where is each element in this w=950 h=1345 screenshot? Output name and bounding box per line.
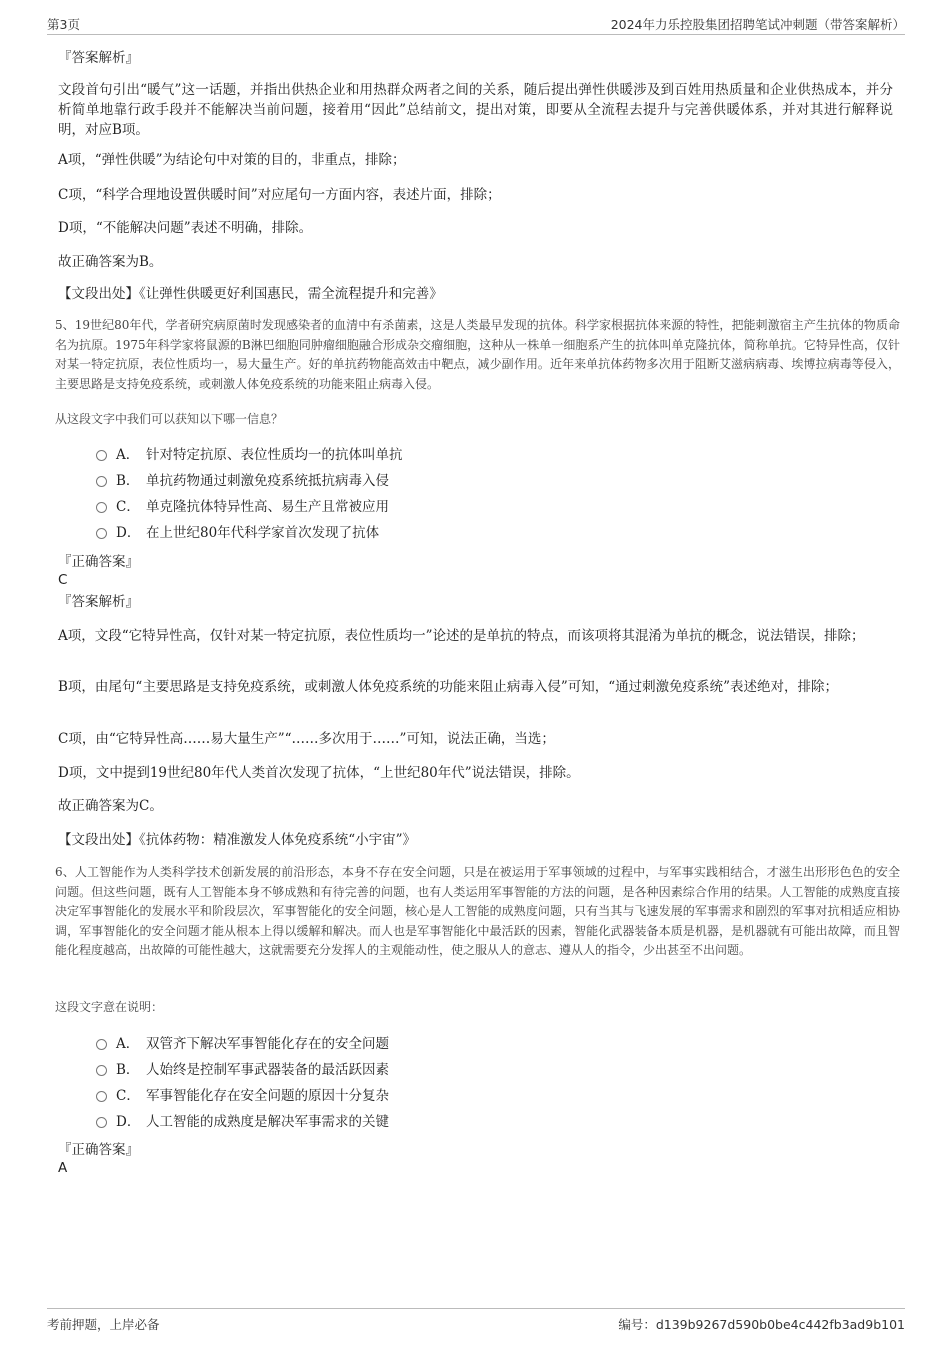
correct-answer-label: 『正确答案』 (58, 554, 139, 570)
option-text: 单克隆抗体特异性高、易生产且常被应用 (146, 499, 389, 515)
radio-button[interactable] (96, 1117, 107, 1128)
question-6-text: 6、人工智能作为人类科学技术创新发展的前沿形态，本身不存在安全问题，只是在被运用于军事领域的过程中，与军事实践相结合，才滋生出形形色色的安全问题。但这些问题，既有人工智能本身不够成熟和有待完善的问题，也有人类运用军事智能的方法的问题，是各种因素综合作用的结果。人工智能的成熟度直接决定军事智能化的发展水平和阶段层次，军事智能化的安全问题，核心是人工智能的成熟度问题，只有当其与飞速发展的军事需求和剧烈的军事对抗相适应相协调，军事智能化的安全问题才能从根本上得以缓解和解决。而人也是军事智能化中最活跃的因素，智能化武器装备本质是机器，是机器就有可能出故障，而且智能化程度越高，出故障的可能性越大，这就需要充分发挥人的主观能动性，使之服从人的意志、遵从人的指令，少出甚至不出问题。 (55, 865, 900, 957)
page-header (47, 14, 905, 35)
analysis-option-a: A项，“弹性供暖”为结论句中对策的目的，非重点，排除； (58, 152, 406, 168)
correct-answer-label: 『正确答案』 (58, 1142, 139, 1158)
option-text: 双管齐下解决军事智能化存在的安全问题 (146, 1036, 389, 1052)
option-text: 军事智能化存在安全问题的原因十分复杂 (146, 1088, 389, 1104)
analysis-conclusion: 故正确答案为B。 (58, 254, 163, 270)
correct-answer: C (58, 572, 68, 588)
option-letter: A． (116, 1036, 140, 1052)
option-letter: D． (116, 1114, 141, 1130)
radio-button[interactable] (96, 1091, 107, 1102)
radio-button[interactable] (96, 450, 107, 461)
analysis-option-c: C项，“科学合理地设置供暖时间”对应尾句一方面内容，表述片面，排除； (58, 187, 501, 203)
radio-button[interactable] (96, 502, 107, 513)
analysis-option-d: D项，文中提到19世纪80年代人类首次发现了抗体，“上世纪80年代”说法错误，排除。 (58, 765, 580, 781)
option-letter: B． (116, 473, 140, 489)
document-id: 编号：d139b9267d590b0be4c442fb3ad9b101 (618, 1317, 905, 1332)
analysis-conclusion: 故正确答案为C。 (58, 798, 163, 814)
question-6-prompt: 这段文字意在说明： (55, 1000, 164, 1014)
option-text: 单抗药物通过刺激免疫系统抵抗病毒入侵 (146, 473, 389, 489)
analysis-label: 『答案解析』 (58, 594, 139, 610)
page-footer (47, 1308, 905, 1333)
document-title: 2024年力乐控股集团招聘笔试冲刺题（带答案解析） (610, 17, 905, 32)
correct-answer: A (58, 1160, 68, 1176)
radio-button[interactable] (96, 1039, 107, 1050)
passage-source: 【文段出处】《抗体药物：精准激发人体免疫系统“小宇宙”》 (58, 832, 417, 848)
option-letter: C． (116, 499, 140, 515)
analysis-option-b: B项，由尾句“主要思路是支持免疫系统，或刺激人体免疫系统的功能来阻止病毒入侵”可知，“通过刺激免疫系统”表述绝对，排除； (58, 679, 839, 695)
option-letter: D． (116, 525, 141, 541)
analysis-option-d: D项，“不能解决问题”表述不明确，排除。 (58, 220, 313, 236)
analysis-text: 文段首句引出“暖气”这一话题，并指出供热企业和用热群众两者之间的关系，随后提出弹性供暖涉及到百姓用热质量和企业供热成本，并分析简单地靠行政手段并不能解决当前问题，接着用“因此”总结前文，提出对策，即要从全流程去提升与完善供暖体系，并对其进行解释说明，对应B项。 (58, 82, 893, 138)
analysis-option-c: C项，由“它特异性高……易大量生产”“……多次用于……”可知，说法正确，当选； (58, 731, 555, 747)
page-number: 第3页 (47, 17, 80, 32)
option-letter: C． (116, 1088, 140, 1104)
option-text: 人工智能的成熟度是解决军事需求的关键 (146, 1114, 389, 1130)
analysis-label: 『答案解析』 (58, 50, 139, 66)
option-letter: B． (116, 1062, 140, 1078)
option-text: 在上世纪80年代科学家首次发现了抗体 (146, 525, 380, 541)
question-5-text: 5、19世纪80年代，学者研究病原菌时发现感染者的血清中有杀菌素，这是人类最早发现的抗体。科学家根据抗体来源的特性，把能刺激宿主产生抗体的物质命名为抗原。1975年科学家将鼠源的B淋巴细胞同肿瘤细胞融合形成杂交瘤细胞，这种从一株单一细胞系产生的抗体叫单克隆抗体，简称单抗。它特异性高，仅针对某一特定抗原，表位性质均一，易大量生产。好的单抗药物能高效击中靶点，减少副作用。近年来单抗体药物多次用于阻断艾滋病病毒、埃博拉病毒等侵入，主要思路是支持免疫系统，或刺激人体免疫系统的功能来阻止病毒入侵。 (55, 318, 900, 391)
analysis-option-a: A项，文段“它特异性高，仅针对某一特定抗原，表位性质均一”论述的是单抗的特点，而该项将其混淆为单抗的概念，说法错误，排除； (58, 628, 865, 644)
radio-button[interactable] (96, 528, 107, 539)
passage-source: 【文段出处】《让弹性供暖更好利国惠民，需全流程提升和完善》 (58, 286, 443, 302)
option-letter: A． (116, 447, 140, 463)
option-text: 针对特定抗原、表位性质均一的抗体叫单抗 (146, 447, 403, 463)
radio-button[interactable] (96, 476, 107, 487)
option-text: 人始终是控制军事武器装备的最活跃因素 (146, 1062, 389, 1078)
radio-button[interactable] (96, 1065, 107, 1076)
question-5-prompt: 从这段文字中我们可以获知以下哪一信息？ (55, 412, 284, 426)
footer-slogan: 考前押题，上岸必备 (47, 1317, 160, 1332)
